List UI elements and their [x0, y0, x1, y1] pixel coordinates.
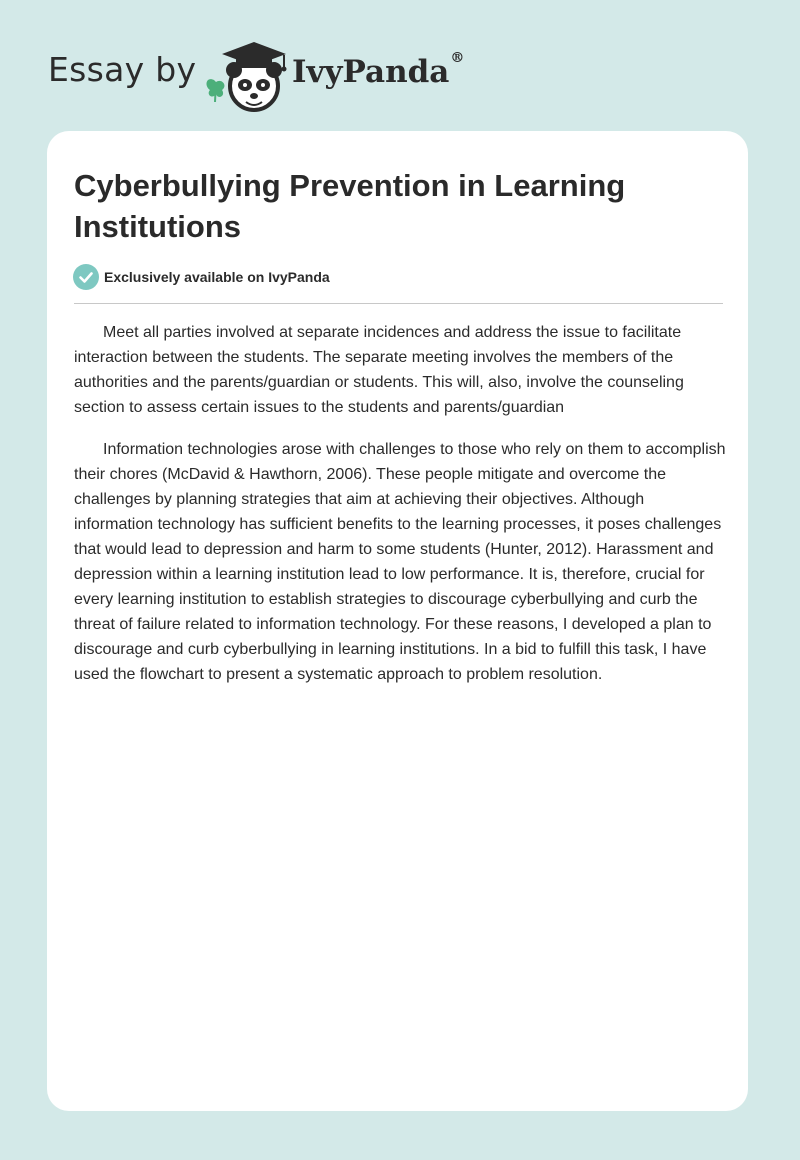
check-circle-icon: [73, 264, 99, 290]
brand-header: [48, 28, 508, 108]
exclusive-label: Exclusively available on IvyPanda: [104, 269, 330, 285]
panda-logo-icon[interactable]: [200, 36, 292, 112]
brand-name[interactable]: IvyPanda®: [292, 50, 465, 90]
registered-mark: ®: [450, 50, 465, 66]
essay-body: [74, 320, 726, 704]
brand-prefix: Essay by: [48, 50, 197, 89]
essay-card: [47, 131, 748, 1111]
exclusive-badge: [73, 263, 733, 291]
paragraph: Meet all parties involved at separate incidences and address the issue to facilitate interaction between the students. The separate meeting involves the members of the authorities and the parents/guardian or students. This will, also, involve the counseling section to assess certain issues to the students and parents/guardian: [74, 324, 684, 416]
divider: [74, 303, 723, 304]
paragraph: Information technologies arose with challenges to those who rely on them to accomplish their chores (McDavid & Hawthorn, 2006). These people mitigate and overcome the challenges by planning strategies that aim at achieving their objectives. Although information technology has sufficient benefits to the learning processes, it poses challenges that would lead to depression and harm to some students (Hunter, 2012). Harassment and depression within a learning institution lead to low performance. It is, therefore, crucial for every learning institution to establish strategies to discourage cyberbullying and curb the threat of failure related to information technology. For these reasons, I developed a plan to discourage and curb cyberbullying in learning institutions. In a bid to fulfill this task, I have used the flowchart to present a systematic approach to problem resolution.: [74, 441, 726, 683]
page-title: Cyberbullying Prevention in Learning Institutions: [74, 168, 626, 244]
